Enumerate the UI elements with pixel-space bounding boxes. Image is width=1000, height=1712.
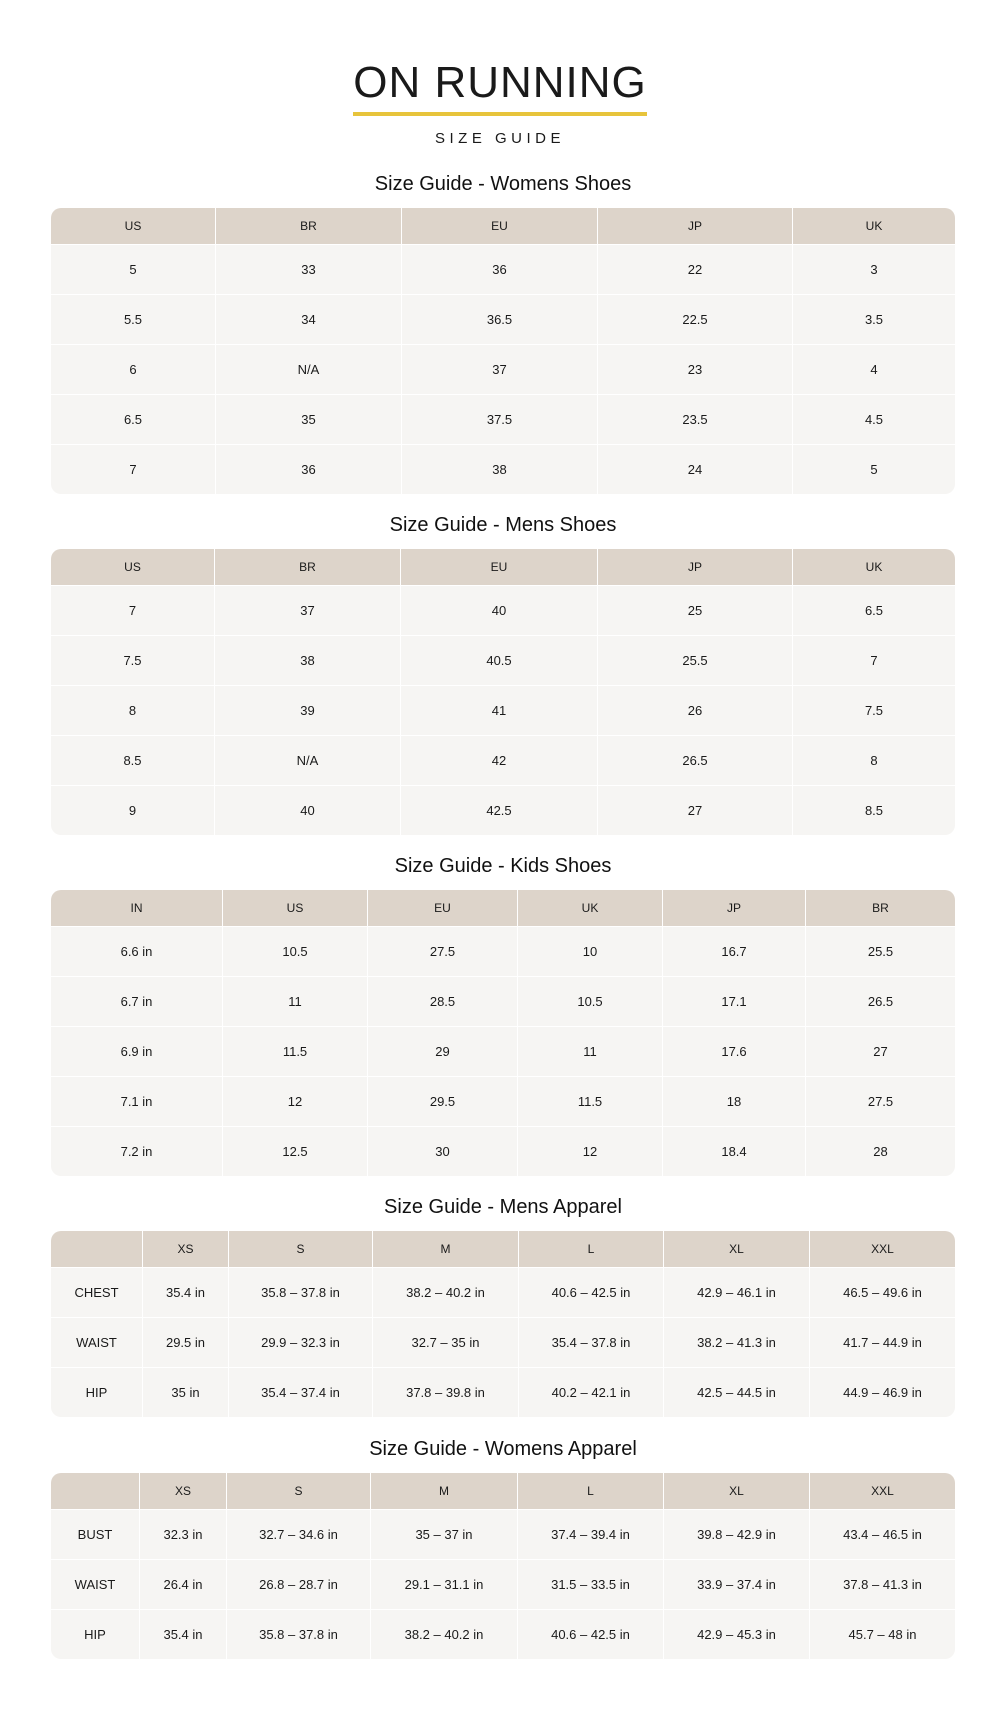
table-cell: 40 — [400, 585, 597, 635]
table-cell: 35 – 37 in — [370, 1509, 517, 1559]
table-cell: 10.5 — [517, 976, 662, 1026]
column-header: XS — [142, 1231, 228, 1267]
table-cell: 7 — [792, 635, 955, 685]
table-cell: 5.5 — [51, 294, 215, 344]
section-title: Size Guide - Mens Apparel — [384, 1196, 622, 1218]
table-cell: 25.5 — [805, 926, 955, 976]
table-cell: 26.8 – 28.7 in — [226, 1559, 370, 1609]
table-cell: 11 — [222, 976, 367, 1026]
table-cell: 12 — [222, 1076, 367, 1126]
table-cell: 27.5 — [805, 1076, 955, 1126]
table-cell: 32.7 – 35 in — [372, 1317, 518, 1367]
table-cell: 32.7 – 34.6 in — [226, 1509, 370, 1559]
table-cell: 11.5 — [222, 1026, 367, 1076]
table-row — [51, 1026, 955, 1076]
column-header: US — [222, 890, 367, 926]
table-cell: 37 — [214, 585, 400, 635]
table-cell: 18 — [662, 1076, 805, 1126]
table-cell: 39 — [214, 685, 400, 735]
table-row — [51, 1317, 955, 1367]
brand-subtitle: SIZE GUIDE — [434, 130, 565, 147]
table-cell: 37.8 – 39.8 in — [372, 1367, 518, 1417]
column-header: XXL — [809, 1231, 955, 1267]
table-row — [51, 444, 955, 494]
table-cell: 17.1 — [662, 976, 805, 1026]
table-cell: 11.5 — [517, 1076, 662, 1126]
table-cell: 23 — [597, 344, 792, 394]
table-cell: N/A — [215, 344, 401, 394]
column-header: UK — [792, 208, 955, 244]
table-row — [51, 1559, 955, 1609]
table-cell: BUST — [51, 1509, 139, 1559]
section-title: Size Guide - Kids Shoes — [394, 855, 612, 877]
column-header: EU — [367, 890, 517, 926]
table-cell: N/A — [214, 735, 400, 785]
table-cell: 23.5 — [597, 394, 792, 444]
table-cell: 5 — [51, 244, 215, 294]
table-row — [51, 294, 955, 344]
column-header: XL — [663, 1231, 809, 1267]
table-cell: 7.2 in — [51, 1126, 222, 1176]
table-cell: 40.2 – 42.1 in — [518, 1367, 663, 1417]
table-cell: 37.5 — [401, 394, 597, 444]
column-header: XXL — [809, 1473, 955, 1509]
table-cell: 24 — [597, 444, 792, 494]
table-row — [51, 735, 955, 785]
table-row — [51, 685, 955, 735]
table-cell: 45.7 – 48 in — [809, 1609, 955, 1659]
table-cell: 42.9 – 46.1 in — [663, 1267, 809, 1317]
header-row — [51, 208, 955, 244]
table-row — [51, 1609, 955, 1659]
table-cell: 4 — [792, 344, 955, 394]
table-cell: 29.1 – 31.1 in — [370, 1559, 517, 1609]
column-header: UK — [517, 890, 662, 926]
table-cell: 35 in — [142, 1367, 228, 1417]
table-cell: HIP — [51, 1367, 142, 1417]
table-cell: 43.4 – 46.5 in — [809, 1509, 955, 1559]
table-cell: 3.5 — [792, 294, 955, 344]
table-cell: 36 — [401, 244, 597, 294]
section-mens-shoes — [51, 509, 955, 835]
column-header: BR — [215, 208, 401, 244]
table-cell: 6.5 — [51, 394, 215, 444]
table-cell: 38 — [214, 635, 400, 685]
table-cell: 44.9 – 46.9 in — [809, 1367, 955, 1417]
table-cell: 12 — [517, 1126, 662, 1176]
section-womens-apparel — [51, 1433, 955, 1659]
column-header: XL — [663, 1473, 809, 1509]
table-cell: 31.5 – 33.5 in — [517, 1559, 663, 1609]
table-row — [51, 926, 955, 976]
table-cell: 38.2 – 40.2 in — [372, 1267, 518, 1317]
table-cell: HIP — [51, 1609, 139, 1659]
table-cell: 40.6 – 42.5 in — [518, 1267, 663, 1317]
table-cell: 4.5 — [792, 394, 955, 444]
table-row — [51, 394, 955, 444]
table-cell: WAIST — [51, 1317, 142, 1367]
table-cell: 6.6 in — [51, 926, 222, 976]
column-header: S — [228, 1231, 372, 1267]
size-table — [51, 549, 955, 835]
table-cell: 34 — [215, 294, 401, 344]
column-header: US — [51, 549, 214, 585]
table-cell: 12.5 — [222, 1126, 367, 1176]
table-cell: 10 — [517, 926, 662, 976]
table-cell: 41 — [400, 685, 597, 735]
table-cell: WAIST — [51, 1559, 139, 1609]
table-row — [51, 1267, 955, 1317]
table-cell: 8 — [792, 735, 955, 785]
table-cell: 35.4 in — [139, 1609, 226, 1659]
table-cell: 33.9 – 37.4 in — [663, 1559, 809, 1609]
header-row — [51, 549, 955, 585]
table-cell: 11 — [517, 1026, 662, 1076]
column-header: JP — [597, 549, 792, 585]
column-header — [51, 1473, 139, 1509]
table-cell: 6.7 in — [51, 976, 222, 1026]
table-cell: 36 — [215, 444, 401, 494]
table-cell: 39.8 – 42.9 in — [663, 1509, 809, 1559]
table-cell: 5 — [792, 444, 955, 494]
table-cell: 16.7 — [662, 926, 805, 976]
table-cell: 38.2 – 41.3 in — [663, 1317, 809, 1367]
table-cell: 26 — [597, 685, 792, 735]
table-cell: 40 — [214, 785, 400, 835]
table-cell: 9 — [51, 785, 214, 835]
table-cell: 29.5 in — [142, 1317, 228, 1367]
table-row — [51, 785, 955, 835]
column-header: L — [518, 1231, 663, 1267]
table-cell: 27 — [597, 785, 792, 835]
column-header: EU — [400, 549, 597, 585]
header-row — [51, 1473, 955, 1509]
table-cell: 7 — [51, 444, 215, 494]
table-cell: 37.8 – 41.3 in — [809, 1559, 955, 1609]
table-cell: 36.5 — [401, 294, 597, 344]
table-cell: 3 — [792, 244, 955, 294]
header-row — [51, 1231, 955, 1267]
column-header: XS — [139, 1473, 226, 1509]
section-womens-shoes — [51, 168, 955, 494]
table-cell: 25.5 — [597, 635, 792, 685]
table-cell: 42.5 — [400, 785, 597, 835]
table-cell: 42.5 – 44.5 in — [663, 1367, 809, 1417]
column-header: US — [51, 208, 215, 244]
table-cell: 40.5 — [400, 635, 597, 685]
table-cell: 17.6 — [662, 1026, 805, 1076]
table-cell: 6 — [51, 344, 215, 394]
table-row — [51, 635, 955, 685]
header-row — [51, 890, 955, 926]
column-header: S — [226, 1473, 370, 1509]
table-row — [51, 244, 955, 294]
table-cell: 30 — [367, 1126, 517, 1176]
table-cell: 33 — [215, 244, 401, 294]
table-cell: 7.1 in — [51, 1076, 222, 1126]
table-cell: 35.4 in — [142, 1267, 228, 1317]
column-header: JP — [597, 208, 792, 244]
table-cell: 8 — [51, 685, 214, 735]
column-header: BR — [214, 549, 400, 585]
column-header: JP — [662, 890, 805, 926]
table-cell: 8.5 — [51, 735, 214, 785]
table-cell: 26.5 — [805, 976, 955, 1026]
table-cell: 10.5 — [222, 926, 367, 976]
table-row — [51, 585, 955, 635]
table-cell: 29.5 — [367, 1076, 517, 1126]
size-table — [51, 1473, 955, 1659]
table-cell: 37.4 – 39.4 in — [517, 1509, 663, 1559]
table-cell: 18.4 — [662, 1126, 805, 1176]
table-cell: 46.5 – 49.6 in — [809, 1267, 955, 1317]
size-table — [51, 208, 955, 494]
table-cell: 42 — [400, 735, 597, 785]
section-title: Size Guide - Mens Shoes — [389, 514, 617, 536]
table-cell: 22 — [597, 244, 792, 294]
table-row — [51, 1367, 955, 1417]
table-cell: 27.5 — [367, 926, 517, 976]
table-cell: 22.5 — [597, 294, 792, 344]
table-cell: 35.8 – 37.8 in — [226, 1609, 370, 1659]
section-kids-shoes — [51, 850, 955, 1176]
table-cell: 28.5 — [367, 976, 517, 1026]
table-cell: 25 — [597, 585, 792, 635]
table-cell: 35.4 – 37.8 in — [518, 1317, 663, 1367]
table-cell: 42.9 – 45.3 in — [663, 1609, 809, 1659]
section-mens-apparel — [51, 1191, 955, 1417]
table-cell: 7.5 — [792, 685, 955, 735]
column-header: M — [370, 1473, 517, 1509]
table-row — [51, 1509, 955, 1559]
table-cell: 35.4 – 37.4 in — [228, 1367, 372, 1417]
table-row — [51, 1076, 955, 1126]
table-cell: 35 — [215, 394, 401, 444]
table-cell: CHEST — [51, 1267, 142, 1317]
table-row — [51, 1126, 955, 1176]
table-cell: 29.9 – 32.3 in — [228, 1317, 372, 1367]
table-row — [51, 344, 955, 394]
table-cell: 6.9 in — [51, 1026, 222, 1076]
column-header: BR — [805, 890, 955, 926]
table-cell: 6.5 — [792, 585, 955, 635]
table-cell: 26.5 — [597, 735, 792, 785]
column-header: EU — [401, 208, 597, 244]
brand-logo-text: ON RUNNING — [353, 58, 647, 116]
table-cell: 7 — [51, 585, 214, 635]
column-header — [51, 1231, 142, 1267]
table-cell: 35.8 – 37.8 in — [228, 1267, 372, 1317]
table-cell: 7.5 — [51, 635, 214, 685]
section-title: Size Guide - Womens Shoes — [374, 173, 632, 195]
column-header: L — [517, 1473, 663, 1509]
column-header: IN — [51, 890, 222, 926]
size-table — [51, 1231, 955, 1417]
brand-header — [0, 58, 1000, 147]
table-cell: 32.3 in — [139, 1509, 226, 1559]
table-row — [51, 976, 955, 1026]
table-cell: 38 — [401, 444, 597, 494]
section-title: Size Guide - Womens Apparel — [369, 1438, 637, 1460]
table-cell: 40.6 – 42.5 in — [517, 1609, 663, 1659]
table-cell: 37 — [401, 344, 597, 394]
size-table — [51, 890, 955, 1176]
table-cell: 26.4 in — [139, 1559, 226, 1609]
table-cell: 27 — [805, 1026, 955, 1076]
table-cell: 29 — [367, 1026, 517, 1076]
table-cell: 41.7 – 44.9 in — [809, 1317, 955, 1367]
table-cell: 38.2 – 40.2 in — [370, 1609, 517, 1659]
table-cell: 28 — [805, 1126, 955, 1176]
column-header: UK — [792, 549, 955, 585]
table-cell: 8.5 — [792, 785, 955, 835]
column-header: M — [372, 1231, 518, 1267]
